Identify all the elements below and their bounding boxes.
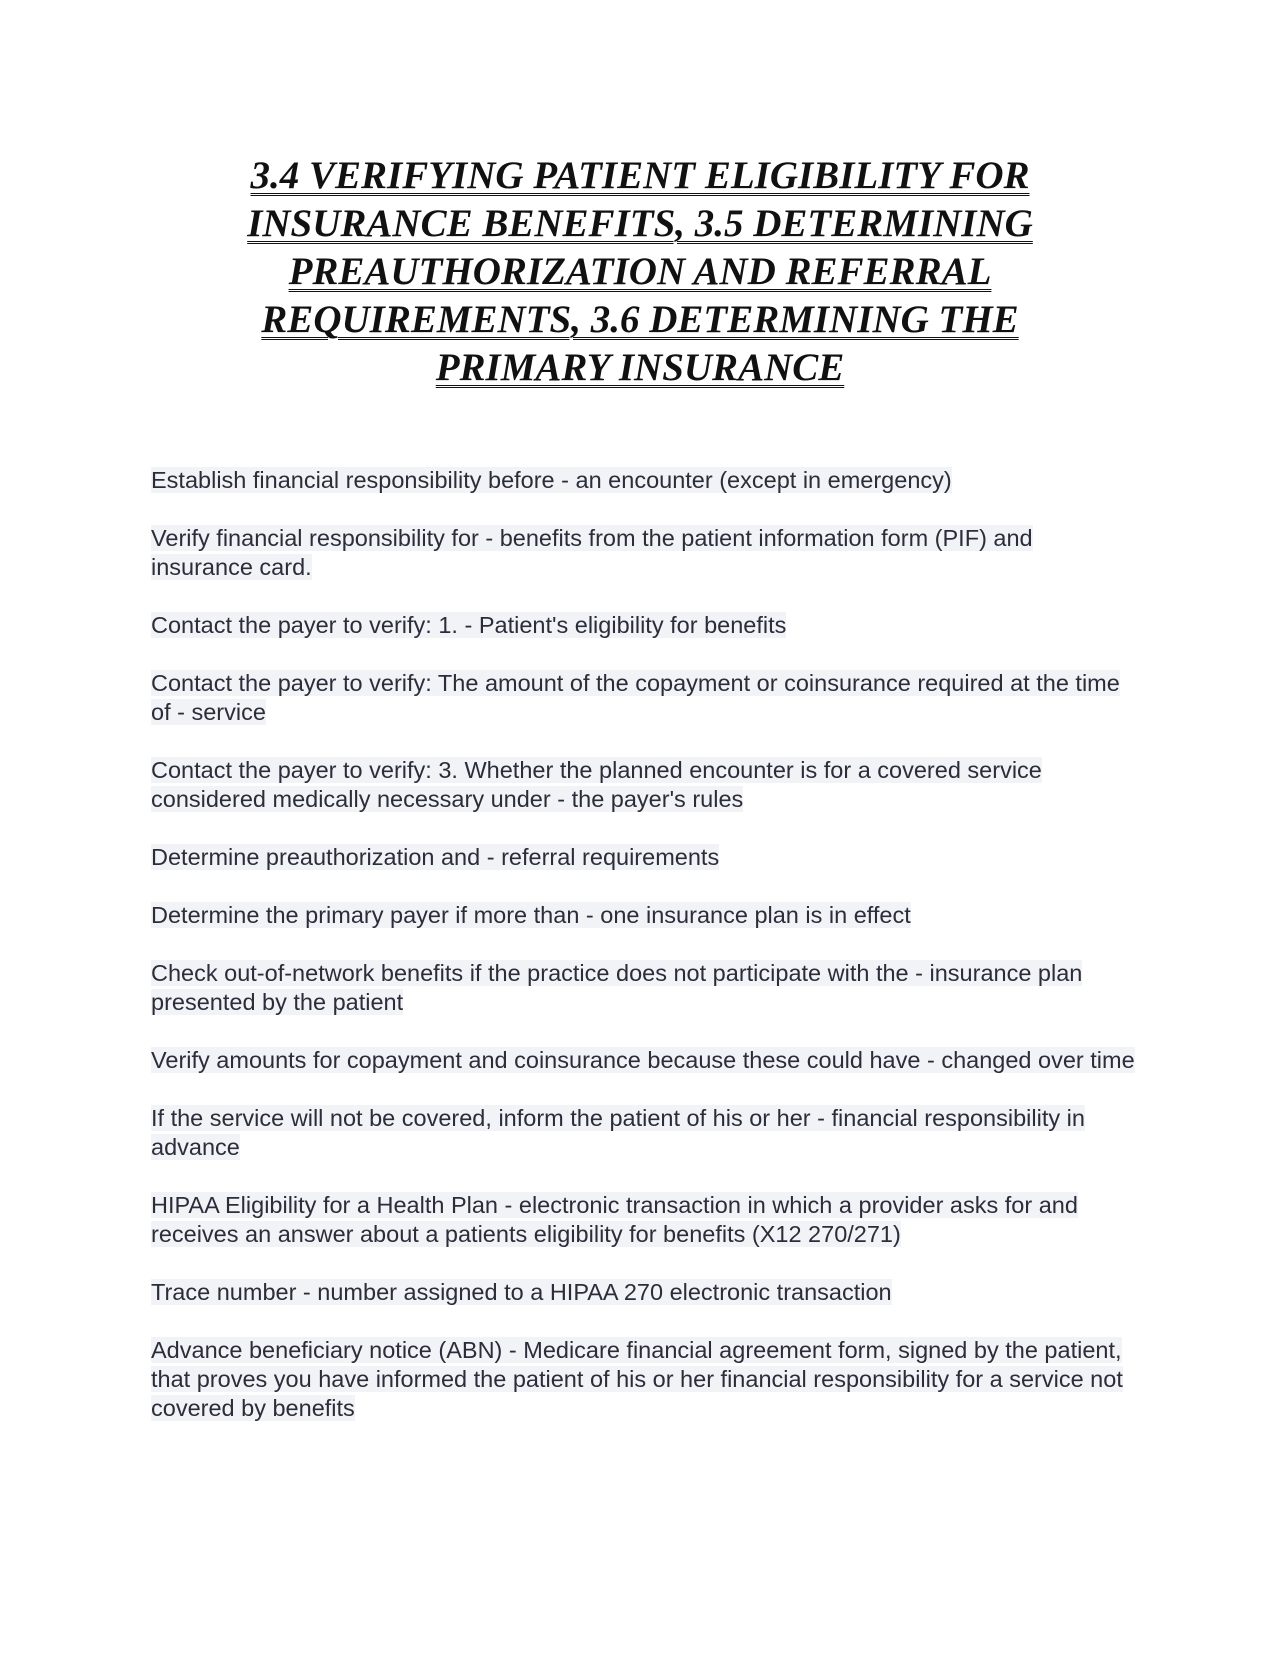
entry-text: Contact the payer to verify: 1. - Patient's eligibility for benefits [151, 612, 787, 638]
list-item [151, 524, 1141, 582]
entry-text: Trace number - number assigned to a HIPAA 270 electronic transaction [151, 1279, 892, 1305]
list-item [151, 1336, 1141, 1423]
list-item [151, 1104, 1141, 1162]
entry-text: Verify financial responsibility for - benefits from the patient information form (PIF) and insurance card. [151, 525, 1033, 580]
list-item [151, 669, 1141, 727]
document-title: 3.4 VERIFYING PATIENT ELIGIBILITY FOR INSURANCE BENEFITS, 3.5 DETERMINING PREAUTHORIZATION AND REFERRAL REQUIREMENTS, 3.6 DETERMINING THE PRIMARY INSURANCE [247, 154, 1033, 389]
entry-text: Contact the payer to verify: The amount of the copayment or coinsurance required at the time of - service [151, 670, 1120, 725]
list-item [151, 1046, 1141, 1075]
entry-text: Advance beneficiary notice (ABN) - Medicare financial agreement form, signed by the patient, that proves you have informed the patient of his or her financial responsibility for a service not covered by benefits [151, 1337, 1123, 1421]
flashcard-list [151, 466, 1141, 1452]
entry-text: Establish financial responsibility before - an encounter (except in emergency) [151, 467, 952, 493]
entry-text: Determine preauthorization and - referral requirements [151, 844, 720, 870]
list-item [151, 756, 1141, 814]
list-item [151, 1191, 1141, 1249]
list-item [151, 843, 1141, 872]
entry-text: If the service will not be covered, inform the patient of his or her - financial responsibility in advance [151, 1105, 1085, 1160]
entry-text: Check out-of-network benefits if the practice does not participate with the - insurance plan presented by the patient [151, 960, 1083, 1015]
list-item [151, 959, 1141, 1017]
list-item [151, 901, 1141, 930]
list-item [151, 1278, 1141, 1307]
entry-text: HIPAA Eligibility for a Health Plan - electronic transaction in which a provider asks for and receives an answer about a patients eligibility for benefits (X12 270/271) [151, 1192, 1078, 1247]
entry-text: Determine the primary payer if more than - one insurance plan is in effect [151, 902, 911, 928]
list-item [151, 466, 1141, 495]
entry-text: Contact the payer to verify: 3. Whether the planned encounter is for a covered service considered medically necessary under - the payer's rules [151, 757, 1042, 812]
entry-text: Verify amounts for copayment and coinsurance because these could have - changed over time [151, 1047, 1135, 1073]
list-item [151, 611, 1141, 640]
